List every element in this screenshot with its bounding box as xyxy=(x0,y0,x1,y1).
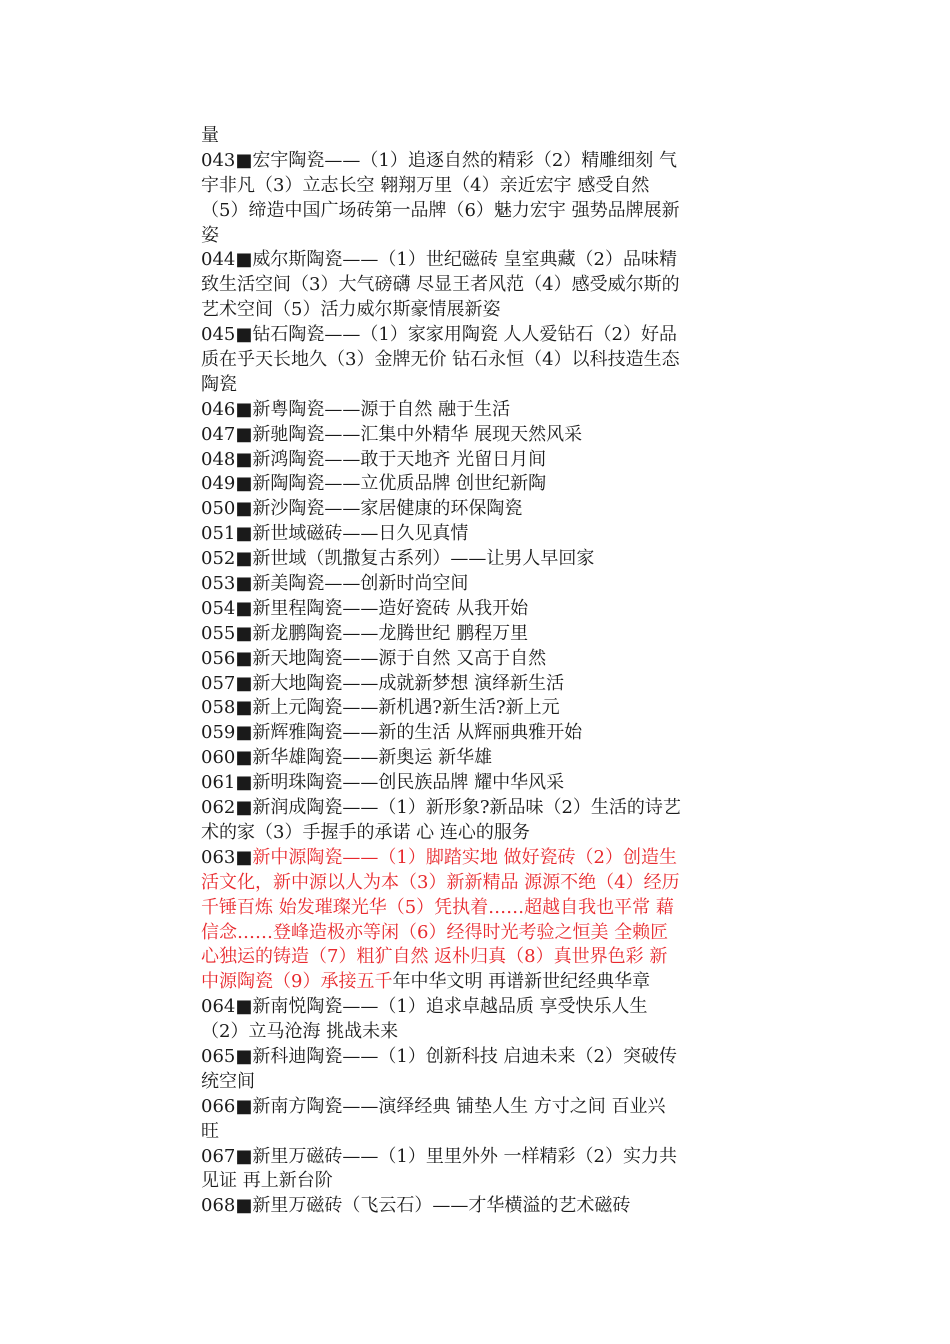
text-line xyxy=(201,1045,749,1070)
text-line xyxy=(201,248,749,273)
text-line xyxy=(201,1095,749,1120)
text-segment: 旺 xyxy=(201,1120,219,1142)
highlighted-text-segment: 新中源陶瓷——（1）脚踏实地 做好瓷砖（2）创造生 xyxy=(252,846,677,868)
text-segment: 044■威尔斯陶瓷——（1）世纪磁砖 皇室典藏（2）品味精 xyxy=(201,249,677,271)
text-line xyxy=(201,921,749,946)
text-line xyxy=(201,174,749,199)
text-line xyxy=(201,348,749,373)
text-segment: 058■新上元陶瓷——新机遇?新生活?新上元 xyxy=(201,697,560,719)
text-line xyxy=(201,323,749,348)
text-segment: （2）立马沧海 挑战未来 xyxy=(201,1021,399,1043)
text-line xyxy=(201,1145,749,1170)
text-line xyxy=(201,273,749,298)
text-line xyxy=(201,199,749,224)
text-line xyxy=(201,472,749,497)
text-line xyxy=(201,1194,749,1219)
text-line xyxy=(201,771,749,796)
text-segment: 致生活空间（3）大气磅礴 尽显王者风范（4）感受威尔斯的 xyxy=(201,274,680,296)
highlighted-text-segment: 中源陶瓷（9）承接五千 xyxy=(201,971,393,993)
text-segment: 062■新润成陶瓷——（1）新形象?新品味（2）生活的诗艺 xyxy=(201,797,681,819)
text-line xyxy=(201,746,749,771)
text-line xyxy=(201,871,749,896)
text-segment: 质在乎天长地久（3）金牌无价 钻石永恒（4）以科技造生态 xyxy=(201,349,680,371)
text-line xyxy=(201,846,749,871)
text-segment: 056■新天地陶瓷——源于自然 又高于自然 xyxy=(201,647,547,669)
text-segment: 统空间 xyxy=(201,1070,255,1092)
highlighted-text-segment: 信念……登峰造极亦等闲（6）经得时光考验之恒美 全赖匠 xyxy=(201,921,669,943)
highlighted-text-segment: 千锤百炼 始发璀璨光华（5）凭执着……超越自我也平常 藉 xyxy=(201,896,674,918)
text-line xyxy=(201,821,749,846)
text-line xyxy=(201,622,749,647)
text-segment: 064■新南悦陶瓷——（1）追求卓越品质 享受快乐人生 xyxy=(201,996,648,1018)
text-line xyxy=(201,124,749,149)
text-segment: 068■新里万磁砖（飞云石）——才华横溢的艺术磁砖 xyxy=(201,1195,631,1217)
text-line xyxy=(201,970,749,995)
text-segment: 063■ xyxy=(201,846,253,868)
text-line xyxy=(201,224,749,249)
text-line xyxy=(201,945,749,970)
text-segment: 067■新里万磁砖——（1）里里外外 一样精彩（2）实力共 xyxy=(201,1145,677,1167)
text-segment: 055■新龙鹏陶瓷——龙腾世纪 鹏程万里 xyxy=(201,622,529,644)
text-segment: 052■新世域（凯撒复古系列）——让男人早回家 xyxy=(201,548,595,570)
text-line xyxy=(201,149,749,174)
text-line xyxy=(201,298,749,323)
text-line xyxy=(201,721,749,746)
text-line xyxy=(201,672,749,697)
text-segment: 量 xyxy=(201,125,219,146)
text-segment: 姿 xyxy=(201,224,219,246)
text-segment: 045■钻石陶瓷——（1）家家用陶瓷 人人爱钻石（2）好品 xyxy=(201,324,677,346)
highlighted-text-segment: 心独运的铸造（7）粗犷自然 返朴归真（8）真世界色彩 新 xyxy=(201,946,668,968)
text-line xyxy=(201,647,749,672)
text-segment: 艺术空间（5）活力威尔斯豪情展新姿 xyxy=(201,299,501,321)
text-segment: 061■新明珠陶瓷——创民族品牌 耀中华风采 xyxy=(201,772,565,794)
text-line xyxy=(201,796,749,821)
text-line xyxy=(201,547,749,572)
text-line xyxy=(201,1169,749,1194)
text-segment: 047■新驰陶瓷——汇集中外精华 展现天然风采 xyxy=(201,423,583,445)
text-segment: 陶瓷 xyxy=(201,373,237,395)
text-segment: 057■新大地陶瓷——成就新梦想 演绎新生活 xyxy=(201,672,565,694)
text-line xyxy=(201,597,749,622)
text-segment: 051■新世域磁砖——日久见真情 xyxy=(201,523,469,545)
text-segment: 年中华文明 再谱新世纪经典华章 xyxy=(392,971,651,993)
text-line xyxy=(201,522,749,547)
text-line xyxy=(201,696,749,721)
text-segment: （5）缔造中国广场砖第一品牌（6）魅力宏宇 强势品牌展新 xyxy=(201,199,680,221)
text-line xyxy=(201,398,749,423)
text-line xyxy=(201,896,749,921)
text-segment: 043■宏宇陶瓷——（1）追逐自然的精彩（2）精雕细刻 气 xyxy=(201,149,677,171)
text-line xyxy=(201,423,749,448)
slogan-list xyxy=(201,124,749,1219)
text-line xyxy=(201,497,749,522)
text-line xyxy=(201,448,749,473)
text-segment: 术的家（3）手握手的承诺 心 连心的服务 xyxy=(201,821,530,843)
text-segment: 050■新沙陶瓷——家居健康的环保陶瓷 xyxy=(201,498,523,520)
text-segment: 066■新南方陶瓷——演绎经典 铺垫人生 方寸之间 百业兴 xyxy=(201,1095,666,1117)
text-segment: 046■新粤陶瓷——源于自然 融于生活 xyxy=(201,398,511,420)
text-segment: 054■新里程陶瓷——造好瓷砖 从我开始 xyxy=(201,597,529,619)
text-line xyxy=(201,572,749,597)
text-segment: 见证 再上新台阶 xyxy=(201,1170,333,1192)
text-line xyxy=(201,1020,749,1045)
text-segment: 059■新辉雅陶瓷——新的生活 从辉丽典雅开始 xyxy=(201,722,583,744)
text-line xyxy=(201,373,749,398)
text-segment: 065■新科迪陶瓷——（1）创新科技 启迪未来（2）突破传 xyxy=(201,1045,677,1067)
text-segment: 048■新鸿陶瓷——敢于天地齐 光留日月间 xyxy=(201,448,547,470)
text-segment: 060■新华雄陶瓷——新奥运 新华雄 xyxy=(201,747,493,769)
text-line xyxy=(201,1120,749,1145)
text-segment: 053■新美陶瓷——创新时尚空间 xyxy=(201,573,469,595)
highlighted-text-segment: 活文化，新中源以人为本（3）新新精品 源源不绝（4）经历 xyxy=(201,871,680,893)
text-segment: 宇非凡（3）立志长空 翱翔万里（4）亲近宏宇 感受自然 xyxy=(201,174,650,196)
text-line xyxy=(201,1070,749,1095)
text-segment: 049■新陶陶瓷——立优质品牌 创世纪新陶 xyxy=(201,473,547,495)
text-line xyxy=(201,995,749,1020)
